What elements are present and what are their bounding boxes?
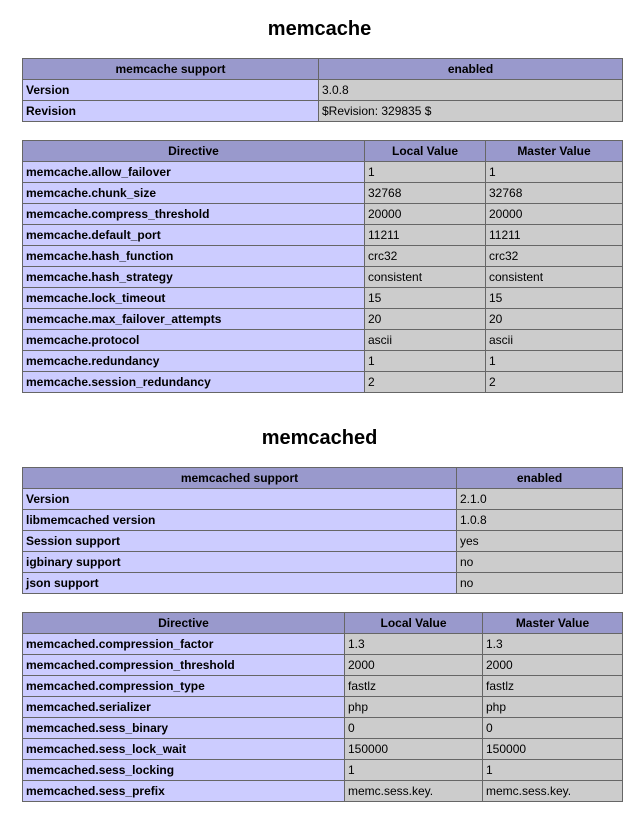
table-row [23, 655, 623, 676]
table-row [23, 372, 623, 393]
memcache-section-title: memcache [267, 18, 372, 40]
table-row [23, 351, 623, 372]
local-value: memc.sess.key. [345, 781, 483, 802]
master-value: 1 [486, 351, 623, 372]
directive-name: memcache.max_failover_attempts [23, 309, 365, 330]
master-value: 2000 [483, 655, 623, 676]
table-row [23, 80, 623, 101]
memcached-section-title: memcached [261, 427, 378, 449]
master-value: 0 [483, 718, 623, 739]
row-name: Version [23, 489, 457, 510]
row-value: 2.1.0 [457, 489, 623, 510]
row-name: json support [23, 573, 457, 594]
local-value: fastlz [345, 676, 483, 697]
table-row [23, 739, 623, 760]
master-value: memc.sess.key. [483, 781, 623, 802]
row-name: Revision [23, 101, 319, 122]
column-header: Directive [23, 613, 345, 634]
table-header-row [23, 613, 623, 634]
local-value: crc32 [365, 246, 486, 267]
table-row [23, 718, 623, 739]
row-name: igbinary support [23, 552, 457, 573]
column-header: memcache support [23, 59, 319, 80]
directive-name: memcached.sess_lock_wait [23, 739, 345, 760]
table-row [23, 183, 623, 204]
local-value: 0 [345, 718, 483, 739]
row-value: $Revision: 329835 $ [319, 101, 623, 122]
local-value: 15 [365, 288, 486, 309]
master-value: 20000 [486, 204, 623, 225]
row-name: Version [23, 80, 319, 101]
master-value: php [483, 697, 623, 718]
row-value: no [457, 552, 623, 573]
table-header-row [23, 141, 623, 162]
directive-name: memcache.protocol [23, 330, 365, 351]
directive-name: memcache.redundancy [23, 351, 365, 372]
master-value: 11211 [486, 225, 623, 246]
table-header-row [23, 468, 623, 489]
table-row [23, 225, 623, 246]
column-header: memcached support [23, 468, 457, 489]
memcache-directives-table [22, 140, 623, 393]
table-row [23, 634, 623, 655]
directive-name: memcached.compression_threshold [23, 655, 345, 676]
column-header: Directive [23, 141, 365, 162]
table-row [23, 101, 623, 122]
table-row [23, 781, 623, 802]
master-value: 150000 [483, 739, 623, 760]
master-value: 15 [486, 288, 623, 309]
table-row [23, 552, 623, 573]
directive-name: memcache.hash_strategy [23, 267, 365, 288]
table-row [23, 697, 623, 718]
local-value: 20 [365, 309, 486, 330]
table-row [23, 246, 623, 267]
table-row [23, 267, 623, 288]
master-value: crc32 [486, 246, 623, 267]
master-value: ascii [486, 330, 623, 351]
row-value: yes [457, 531, 623, 552]
row-value: 3.0.8 [319, 80, 623, 101]
local-value: 1.3 [345, 634, 483, 655]
local-value: ascii [365, 330, 486, 351]
local-value: consistent [365, 267, 486, 288]
directive-name: memcache.hash_function [23, 246, 365, 267]
master-value: 2 [486, 372, 623, 393]
local-value: 11211 [365, 225, 486, 246]
directive-name: memcache.chunk_size [23, 183, 365, 204]
column-header: Local Value [345, 613, 483, 634]
column-header: Local Value [365, 141, 486, 162]
row-value: no [457, 573, 623, 594]
directive-name: memcached.sess_binary [23, 718, 345, 739]
column-header: Master Value [483, 613, 623, 634]
row-value: 1.0.8 [457, 510, 623, 531]
local-value: 150000 [345, 739, 483, 760]
column-header: enabled [457, 468, 623, 489]
directive-name: memcached.compression_factor [23, 634, 345, 655]
master-value: 1.3 [483, 634, 623, 655]
directive-name: memcached.compression_type [23, 676, 345, 697]
directive-name: memcache.allow_failover [23, 162, 365, 183]
memcached-info-table [22, 467, 623, 594]
local-value: 1 [365, 351, 486, 372]
table-row [23, 510, 623, 531]
local-value: 1 [365, 162, 486, 183]
table-row [23, 330, 623, 351]
master-value: 32768 [486, 183, 623, 204]
memcached-directives-table [22, 612, 623, 802]
local-value: 2 [365, 372, 486, 393]
column-header: enabled [319, 59, 623, 80]
row-name: Session support [23, 531, 457, 552]
master-value: fastlz [483, 676, 623, 697]
master-value: consistent [486, 267, 623, 288]
memcache-info-table [22, 58, 623, 122]
directive-name: memcache.session_redundancy [23, 372, 365, 393]
column-header: Master Value [486, 141, 623, 162]
table-row [23, 288, 623, 309]
local-value: 1 [345, 760, 483, 781]
directive-name: memcache.lock_timeout [23, 288, 365, 309]
table-row [23, 531, 623, 552]
local-value: 20000 [365, 204, 486, 225]
directive-name: memcache.default_port [23, 225, 365, 246]
row-name: libmemcached version [23, 510, 457, 531]
local-value: 32768 [365, 183, 486, 204]
directive-name: memcached.serializer [23, 697, 345, 718]
master-value: 20 [486, 309, 623, 330]
directive-name: memcached.sess_locking [23, 760, 345, 781]
master-value: 1 [483, 760, 623, 781]
directive-name: memcache.compress_threshold [23, 204, 365, 225]
local-value: 2000 [345, 655, 483, 676]
table-row [23, 204, 623, 225]
table-row [23, 760, 623, 781]
local-value: php [345, 697, 483, 718]
table-row [23, 676, 623, 697]
directive-name: memcached.sess_prefix [23, 781, 345, 802]
master-value: 1 [486, 162, 623, 183]
table-row [23, 162, 623, 183]
table-row [23, 573, 623, 594]
table-header-row [23, 59, 623, 80]
table-row [23, 309, 623, 330]
table-row [23, 489, 623, 510]
